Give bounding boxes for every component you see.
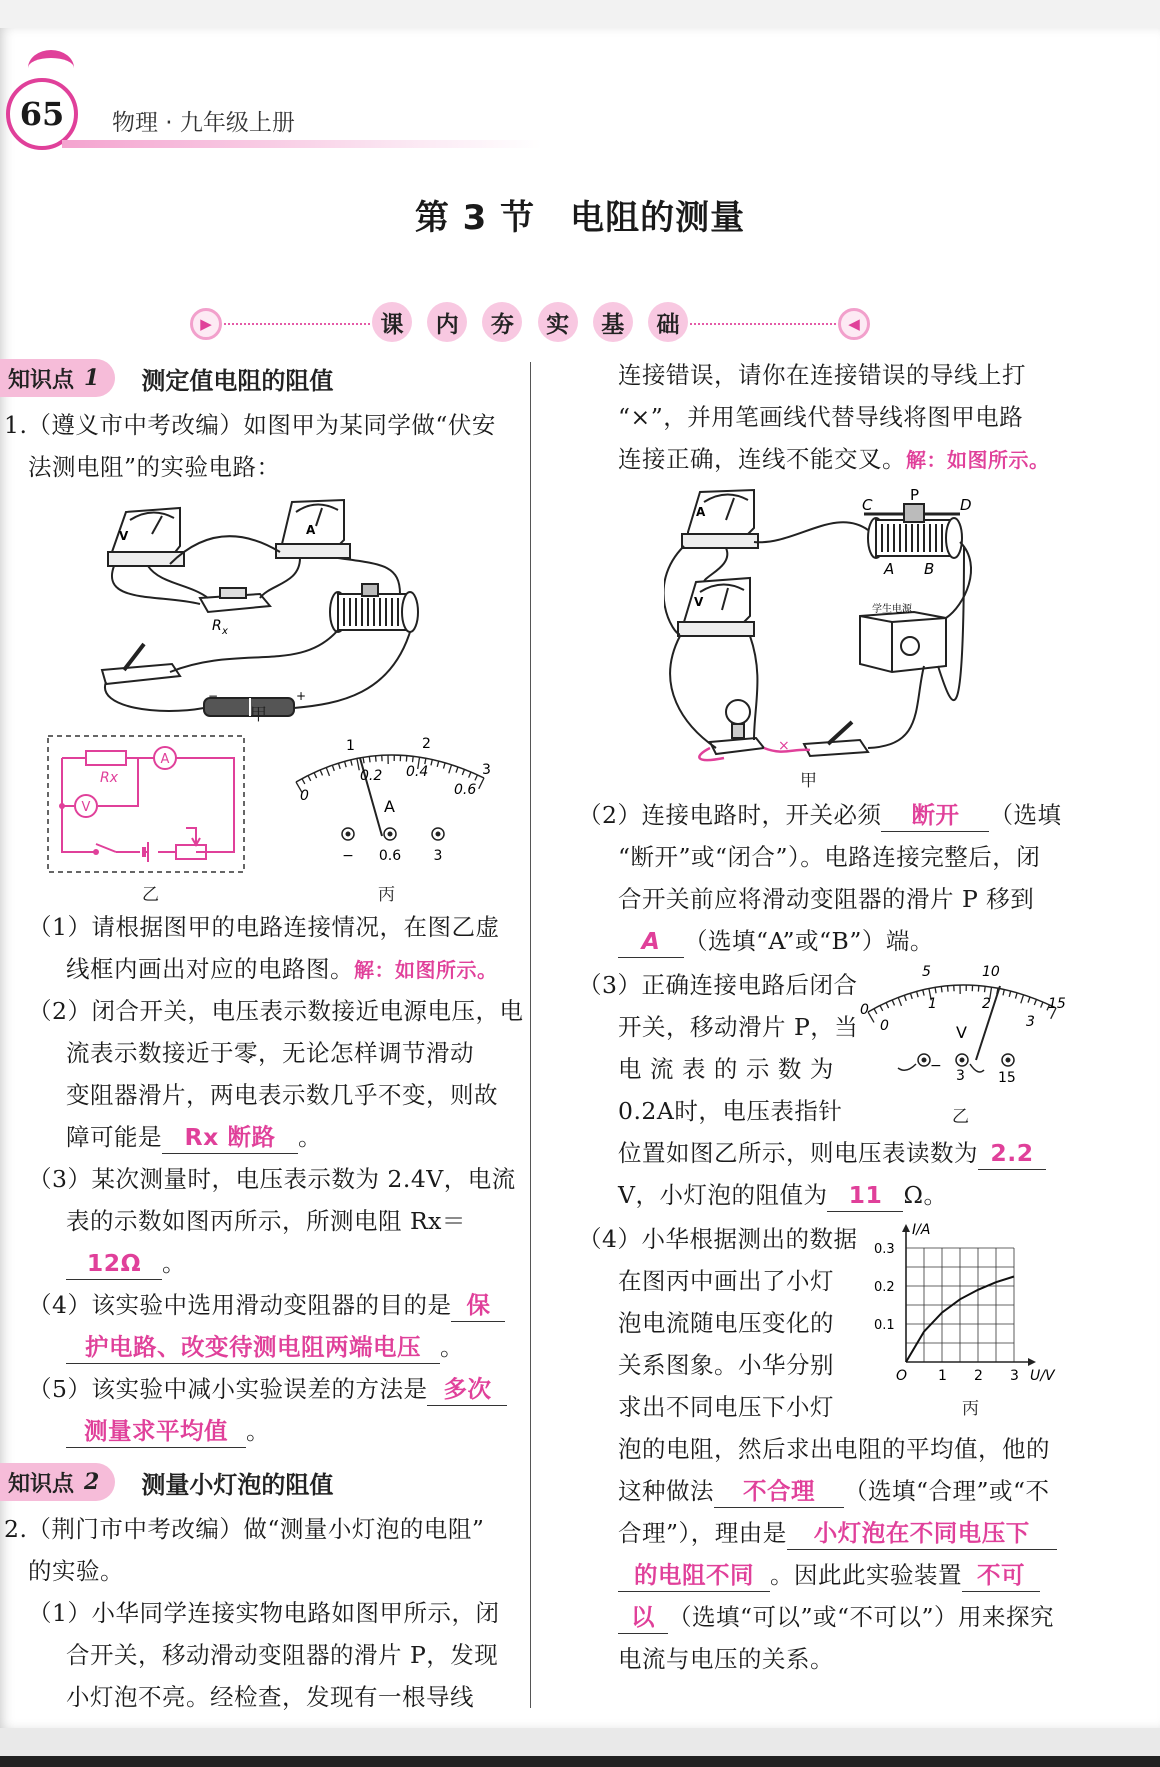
dial-tick bbox=[923, 990, 924, 996]
answer-blank: 以 bbox=[618, 1601, 668, 1634]
dial-tick bbox=[1003, 990, 1004, 996]
q2-part3: 0.2A时，电压表指针 bbox=[618, 1097, 843, 1125]
dial-tick bbox=[917, 991, 919, 997]
dial-tick bbox=[363, 757, 364, 763]
x-tick-label: 2 bbox=[974, 1368, 983, 1384]
svg-text:V: V bbox=[694, 595, 704, 609]
figure-yi-schematic bbox=[46, 734, 246, 876]
figure-caption: 丙 bbox=[378, 885, 395, 905]
rheostat-letter: C bbox=[862, 496, 873, 514]
figure-caption: 乙 bbox=[952, 1107, 969, 1127]
dial-tick bbox=[978, 986, 979, 992]
x-axis-label: U/V bbox=[1030, 1368, 1055, 1384]
dial-tick bbox=[1021, 995, 1024, 1004]
dial-tick bbox=[456, 767, 458, 773]
svg-text:R: R bbox=[212, 618, 222, 634]
svg-text:−: − bbox=[208, 689, 219, 703]
dial-tick bbox=[437, 761, 438, 767]
dial-unit-label: V bbox=[956, 1023, 967, 1042]
dial-tick bbox=[332, 765, 334, 771]
bottom-bar bbox=[0, 1756, 1160, 1767]
dial-tick bbox=[1009, 991, 1010, 997]
solution-note: 解：如图所示。 bbox=[354, 958, 498, 982]
dial-tick bbox=[941, 986, 942, 992]
figure-caption: 乙 bbox=[142, 885, 159, 905]
dial-tick bbox=[338, 763, 340, 769]
svg-text:A: A bbox=[306, 523, 316, 537]
q1-part5: （5）该实验中减小实验误差的方法是 多次 bbox=[28, 1368, 507, 1410]
knowledge-point-1 bbox=[0, 358, 333, 398]
q2-part3: 位置如图乙所示，则电压表读数为 2.2 bbox=[618, 1132, 1046, 1174]
dial-tick-label: 3 bbox=[1026, 1014, 1035, 1030]
dial-tick bbox=[984, 986, 985, 992]
figure-yi-voltmeter bbox=[858, 962, 1068, 1086]
q2-stem: 2.（荆门市中考改编）做“测量小灯泡的电阻” bbox=[4, 1515, 485, 1543]
dial-tick-label: 1 bbox=[346, 738, 355, 754]
answer-blank: A bbox=[618, 925, 684, 958]
rx-label: Rx bbox=[100, 770, 119, 786]
voltmeter-symbol-label: V bbox=[81, 800, 91, 815]
dial-tick bbox=[475, 775, 477, 780]
dial-tick-label: 5 bbox=[922, 964, 931, 980]
dial-tick-label: 10 bbox=[982, 964, 1000, 980]
dial-tick-label: 0.2 bbox=[360, 768, 383, 784]
dial-tick bbox=[898, 997, 901, 1005]
q1-part2: 障可能是 Rx 断路 。 bbox=[66, 1116, 322, 1158]
x-axis-arrow bbox=[1028, 1358, 1036, 1366]
y-tick-label: 0.1 bbox=[874, 1318, 895, 1333]
x-tick-label: 3 bbox=[1010, 1368, 1019, 1384]
dial-tick bbox=[469, 772, 471, 778]
dial-tick bbox=[449, 765, 452, 774]
dial-tick-label: 15 bbox=[1048, 996, 1066, 1012]
q2-part4: 求出不同电压下小灯 bbox=[618, 1393, 834, 1421]
figure-caption: 甲 bbox=[800, 771, 817, 791]
dial-tick-label: 2 bbox=[982, 996, 991, 1012]
q2-part1: （1）小华同学连接实物电路如图甲所示，闭 bbox=[28, 1599, 500, 1627]
answer-blank: 测量求平均值 bbox=[66, 1415, 246, 1448]
ammeter-symbol-label: A bbox=[160, 752, 170, 767]
dial-tick bbox=[345, 761, 347, 767]
q2-part4: 泡电流随电压变化的 bbox=[618, 1309, 834, 1337]
dial-tick-label: 0 bbox=[860, 1002, 869, 1018]
dial-tick bbox=[874, 1009, 877, 1014]
q1-part1: 线框内画出对应的电路图。解：如图所示。 bbox=[66, 955, 498, 983]
x-tick-label: O bbox=[896, 1368, 908, 1384]
answer-blank: 多次 bbox=[427, 1373, 507, 1406]
dial-tick bbox=[892, 1000, 894, 1006]
dial-tick bbox=[326, 767, 329, 775]
q2-part1: 连接错误，请你在连接错误的导线上打 bbox=[618, 361, 1026, 389]
power-supply-label: 学生电源 bbox=[872, 604, 912, 615]
dial-tick-label: 0.4 bbox=[406, 764, 429, 780]
dial-tick-label: 0 bbox=[880, 1018, 889, 1034]
knowledge-point-2 bbox=[0, 1462, 333, 1502]
kp-title: 测定值电阻的阻值 bbox=[141, 366, 334, 395]
header-rule bbox=[62, 140, 542, 148]
banner-char: 基 bbox=[593, 302, 633, 342]
dial-tick-label: 1 bbox=[928, 996, 937, 1012]
dial-tick bbox=[431, 760, 432, 766]
play-right-icon: ▶ bbox=[190, 308, 222, 340]
q2-part3: 开关，移动滑片 P，当 bbox=[618, 1013, 859, 1041]
dial-tick bbox=[308, 776, 311, 781]
terminal-label: 15 bbox=[998, 1070, 1016, 1086]
q1-part4: 护电路、改变待测电阻两端电压 。 bbox=[66, 1326, 464, 1368]
rheostat-letter: D bbox=[960, 496, 972, 514]
banner-dotted-line bbox=[690, 323, 836, 325]
y-axis-arrow bbox=[902, 1224, 910, 1232]
dial-tick-label: 0 bbox=[300, 788, 309, 804]
q2-part4: 合理”），理由是 小灯泡在不同电压下 bbox=[618, 1512, 1057, 1554]
banner-dotted-line bbox=[224, 323, 370, 325]
figure-caption: 甲 bbox=[250, 705, 267, 725]
q2-part1: 连接正确，连线不能交叉。解：如图所示。 bbox=[618, 445, 1050, 473]
figure-caption: 丙 bbox=[962, 1399, 979, 1419]
banner-char: 课 bbox=[372, 302, 412, 342]
q2-part4: 这种做法 不合理 （选填“合理”或“不 bbox=[618, 1470, 1050, 1512]
answer-blank: 保 bbox=[451, 1289, 505, 1322]
q1-part3: 表的示数如图丙所示，所测电阻 Rx＝ bbox=[66, 1207, 466, 1235]
y-tick-label: 0.2 bbox=[874, 1280, 895, 1295]
q2-part1: “×”，并用笔画线代替导线将图甲电路 bbox=[618, 403, 1024, 431]
dial-tick bbox=[320, 770, 322, 776]
page-number: 65 bbox=[6, 78, 78, 150]
answer-blank: 断开 bbox=[881, 799, 989, 832]
q1-part2: 变阻器滑片，两电表示数几乎不变，则故 bbox=[66, 1081, 498, 1109]
dial-tick bbox=[910, 993, 912, 999]
answer-blank: 12Ω bbox=[66, 1247, 162, 1280]
q2-part2: 合开关前应将滑动变阻器的滑片 P 移到 bbox=[618, 885, 1035, 913]
kp-tag: 知识点 1 bbox=[0, 359, 115, 397]
dial-tick bbox=[462, 769, 464, 775]
rheostat-letter: A bbox=[884, 560, 895, 578]
answer-blank: 不可 bbox=[962, 1559, 1040, 1592]
top-margin bbox=[0, 0, 1160, 28]
q1-part2: （2）闭合开关，电压表示数接近电源电压，电 bbox=[28, 997, 524, 1025]
dial-tick bbox=[357, 758, 359, 770]
terminal-label: − bbox=[342, 848, 354, 864]
svg-text:x: x bbox=[222, 626, 228, 637]
dial-tick bbox=[443, 763, 445, 769]
section-banner bbox=[190, 296, 870, 354]
dial-tick bbox=[904, 995, 906, 1001]
dial-tick bbox=[886, 1003, 889, 1008]
dial-tick bbox=[314, 773, 317, 778]
q1-part1: （1）请根据图甲的电路连接情况，在图乙虚 bbox=[28, 913, 500, 941]
svg-text:V: V bbox=[119, 529, 129, 543]
answer-blank: 2.2 bbox=[978, 1137, 1046, 1170]
banner-char: 实 bbox=[538, 302, 578, 342]
q1-part2: 流表示数接近于零，无论怎样调节滑动 bbox=[66, 1039, 474, 1067]
dial-tick bbox=[880, 1006, 883, 1011]
column-divider bbox=[530, 362, 531, 1708]
figure-jia-circuit bbox=[100, 494, 450, 724]
dial-tick bbox=[351, 760, 352, 766]
dial-tick bbox=[1028, 997, 1030, 1003]
q2-part2: “断开”或“闭合”）。电路连接完整后，闭 bbox=[618, 843, 1041, 871]
answer-blank: 小灯泡在不同电压下 bbox=[787, 1517, 1057, 1550]
q2-part2: （2）连接电路时，开关必须 断开 （选填 bbox=[578, 794, 1061, 836]
answer-blank: 的电阻不同 bbox=[618, 1559, 770, 1592]
dial-tick bbox=[369, 756, 370, 762]
q2-part1: 小灯泡不亮。经检查，发现有一根导线 bbox=[66, 1683, 474, 1711]
kp-title: 测量小灯泡的阻值 bbox=[141, 1470, 334, 1499]
solution-note: 解：如图所示。 bbox=[906, 448, 1050, 472]
dial-unit-label: A bbox=[384, 797, 395, 816]
q1-stem: 1.（遵义市中考改编）如图甲为某同学做“伏安 bbox=[4, 411, 496, 439]
q2-part3: （3）正确连接电路后闭合 bbox=[578, 971, 858, 999]
svg-text:+: + bbox=[296, 689, 307, 703]
q2-part4: （4）小华根据测出的数据 bbox=[578, 1225, 858, 1253]
q2-part4: 关系图象。小华分别 bbox=[618, 1351, 834, 1379]
section-title: 第 3 节 电阻的测量 bbox=[414, 198, 746, 238]
dial-tick bbox=[479, 778, 484, 789]
q2-stem: 的实验。 bbox=[28, 1557, 124, 1585]
q2-part3: 电 流 表 的 示 数 为 bbox=[618, 1055, 834, 1083]
banner-char: 夯 bbox=[482, 302, 522, 342]
y-axis-label: I/A bbox=[912, 1222, 931, 1238]
q1-part4: （4）该实验中选用滑动变阻器的目的是 保 bbox=[28, 1284, 505, 1326]
dial-tick bbox=[1041, 1002, 1043, 1008]
dial-tick-label: 0.6 bbox=[454, 782, 477, 798]
play-left-icon: ◀ bbox=[838, 308, 870, 340]
figure-jia-lamp-circuit bbox=[664, 486, 994, 766]
q2-part4: 在图丙中画出了小灯 bbox=[618, 1267, 834, 1295]
dial-tick bbox=[406, 756, 407, 762]
terminal-label: 3 bbox=[433, 848, 443, 864]
x-tick-label: 1 bbox=[938, 1368, 947, 1384]
dial-tick bbox=[376, 756, 377, 762]
answer-blank: 11 bbox=[827, 1179, 903, 1212]
figure-bing-iu-chart bbox=[872, 1222, 1068, 1392]
svg-text:A: A bbox=[696, 505, 706, 519]
terminal-label: 0.6 bbox=[378, 848, 402, 864]
q2-part2: A （选填“A”或“B”）端。 bbox=[618, 920, 934, 962]
banner-char: 内 bbox=[427, 302, 467, 342]
rheostat-letter: B bbox=[924, 560, 935, 578]
q2-part4: 泡的电阻，然后求出电阻的平均值，他的 bbox=[618, 1435, 1050, 1463]
q1-stem: 法测电阻”的实验电路： bbox=[28, 453, 281, 481]
svg-text:×: × bbox=[778, 738, 790, 754]
q2-part4: 电流与电压的关系。 bbox=[618, 1645, 834, 1673]
q1-part3: 12Ω 。 bbox=[66, 1242, 186, 1284]
terminal-label: 3 bbox=[956, 1068, 965, 1084]
dial-tick bbox=[1015, 993, 1017, 999]
dial-tick-label: 3 bbox=[482, 762, 491, 778]
q1-part3: （3）某次测量时，电压表示数为 2.4V，电流 bbox=[28, 1165, 516, 1193]
dial-tick bbox=[1034, 999, 1036, 1005]
q2-part1: 合开关，移动滑动变阻器的滑片 P，发现 bbox=[66, 1641, 499, 1669]
y-tick-label: 0.3 bbox=[874, 1242, 895, 1257]
answer-blank: Rx 断路 bbox=[162, 1121, 298, 1154]
answer-blank: 护电路、改变待测电阻两端电压 bbox=[66, 1331, 440, 1364]
banner-title bbox=[372, 296, 688, 348]
dial-tick bbox=[412, 756, 413, 762]
banner-char: 础 bbox=[648, 302, 688, 342]
dial-tick bbox=[302, 779, 305, 784]
q2-part4: 以 （选填“可以”或“不可以”）用来探究 bbox=[618, 1596, 1054, 1638]
dial-tick bbox=[935, 987, 936, 993]
rheostat-letter: P bbox=[910, 486, 920, 504]
kp-tag: 知识点 2 bbox=[0, 1463, 115, 1501]
book-title: 物理 · 九年级上册 bbox=[112, 110, 295, 136]
answer-blank: 不合理 bbox=[714, 1475, 844, 1508]
q2-part3: V，小灯泡的阻值为 11 Ω。 bbox=[618, 1174, 947, 1216]
q2-part4: 的电阻不同 。因此此实验装置 不可 bbox=[618, 1554, 1040, 1596]
terminal-label: − bbox=[930, 1058, 942, 1074]
q1-part5: 测量求平均值 。 bbox=[66, 1410, 270, 1452]
dial-tick bbox=[948, 986, 949, 992]
dial-tick-label: 2 bbox=[422, 736, 431, 752]
figure-bing-ammeter bbox=[286, 736, 496, 866]
